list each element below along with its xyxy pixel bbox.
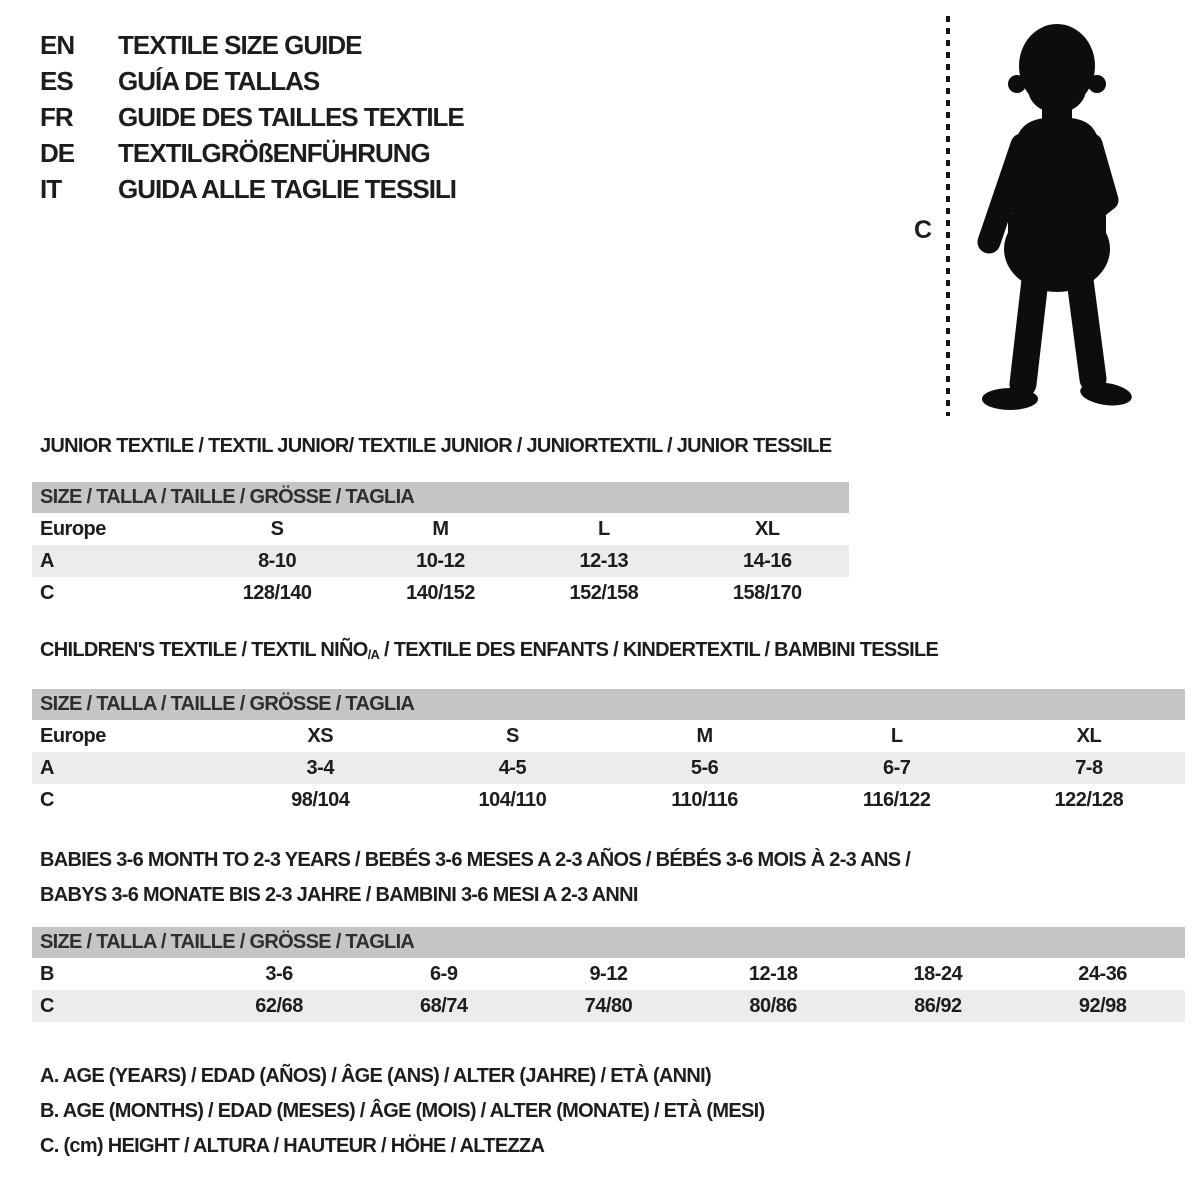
size-header-text: SIZE / TALLA / TAILLE / GRÖSSE / TAGLIA [32, 927, 1185, 958]
babies-section-title-line2: BABYS 3-6 MONATE BIS 2-3 JAHRE / BAMBINI 3-6 MESI A 2-3 ANNI [40, 884, 638, 906]
babies-size-table [32, 927, 1185, 1022]
language-code: FR [40, 101, 73, 132]
cell: 24-36 [1078, 962, 1127, 985]
table-row-height [32, 990, 1185, 1022]
cell: 158/170 [732, 581, 802, 604]
language-label: GUIDE DES TAILLES TEXTILE [118, 101, 464, 132]
cell: 8-10 [195, 545, 358, 577]
size-header-band [32, 689, 1185, 720]
cell: 9-12 [589, 962, 628, 985]
cell: 152/158 [569, 581, 639, 604]
row-label: Europe [40, 724, 106, 747]
cell: 74/80 [526, 990, 691, 1022]
cell: 5-6 [608, 752, 800, 784]
legend-line-b: B. AGE (MONTHS) / EDAD (MESES) / ÂGE (MOIS) / ALTER (MONATE) / ETÀ (MESI) [40, 1100, 765, 1122]
table-row-europe [32, 513, 849, 545]
table-row-age [32, 752, 1185, 784]
row-label: C [40, 788, 54, 811]
row-label: A [32, 545, 195, 577]
legend-line-a: A. AGE (YEARS) / EDAD (AÑOS) / ÂGE (ANS) / ALTER (JAHRE) / ETÀ (ANNI) [40, 1065, 711, 1087]
language-code: IT [40, 173, 62, 204]
language-code: DE [40, 137, 75, 168]
children-section-title [40, 639, 938, 662]
table-row-europe [32, 720, 1185, 752]
cell: 12-18 [748, 962, 798, 985]
children-size-table [32, 689, 1185, 816]
row-label: B [40, 962, 54, 985]
children-title-pre: CHILDREN'S TEXTILE / TEXTIL NIÑO [40, 639, 368, 661]
language-code: EN [40, 29, 75, 60]
junior-size-table [32, 482, 849, 609]
cell: M [432, 517, 449, 540]
height-measure-label: C [914, 216, 932, 244]
language-row-en [40, 27, 464, 63]
language-row-es [40, 63, 464, 99]
cell: 10-12 [359, 545, 522, 577]
cell: 14-16 [686, 545, 849, 577]
cell: 116/122 [862, 788, 931, 811]
size-header-band [32, 482, 849, 513]
babies-section-title-line1: BABIES 3-6 MONTH TO 2-3 YEARS / BEBÉS 3-6 MESES A 2-3 AÑOS / BÉBÉS 3-6 MOIS À 2-3 ANS / [40, 849, 911, 871]
junior-section-title: JUNIOR TEXTILE / TEXTIL JUNIOR/ TEXTILE JUNIOR / JUNIORTEXTIL / JUNIOR TESSILE [40, 435, 832, 457]
size-header-text: SIZE / TALLA / TAILLE / GRÖSSE / TAGLIA [32, 482, 849, 513]
cell: 140/152 [406, 581, 475, 604]
row-label: Europe [40, 517, 106, 540]
cell: 62/68 [197, 990, 362, 1022]
children-title-subscript: /A [367, 647, 380, 662]
cell: 7-8 [993, 752, 1185, 784]
language-row-fr [40, 99, 464, 135]
legend-line-c: C. (cm) HEIGHT / ALTURA / HAUTEUR / HÖHE / ALTEZZA [40, 1135, 545, 1157]
cell: 12-13 [522, 545, 685, 577]
cell: 128/140 [242, 581, 312, 604]
cell: XL [755, 517, 780, 540]
language-label: GUIDA ALLE TAGLIE TESSILI [118, 173, 457, 204]
cell: 6-7 [801, 752, 993, 784]
language-row-de [40, 135, 464, 171]
cell: 3-6 [265, 962, 293, 985]
cell: 68/74 [361, 990, 526, 1022]
cell: 4-5 [416, 752, 608, 784]
height-measure-line [946, 16, 950, 416]
cell: S [505, 724, 519, 747]
row-label: C [32, 990, 197, 1022]
cell: M [696, 724, 713, 747]
cell: S [270, 517, 284, 540]
children-title-post: / TEXTILE DES ENFANTS / KINDERTEXTIL / BAMBINI TESSILE [379, 639, 939, 661]
size-header-band [32, 927, 1185, 958]
cell: 110/116 [671, 788, 738, 811]
table-row-height [32, 577, 849, 609]
table-row-height [32, 784, 1185, 816]
language-label: TEXTILGRÖßENFÜHRUNG [118, 137, 430, 168]
cell: 6-9 [430, 962, 458, 985]
cell: L [890, 724, 903, 747]
table-row-months [32, 958, 1185, 990]
cell: 98/104 [291, 788, 350, 811]
toddler-silhouette-icon [958, 14, 1153, 422]
cell: L [598, 517, 610, 540]
language-label: TEXTILE SIZE GUIDE [118, 29, 362, 60]
cell: 86/92 [856, 990, 1021, 1022]
language-label: GUÍA DE TALLAS [118, 65, 320, 96]
row-label: A [32, 752, 224, 784]
cell: 104/110 [478, 788, 547, 811]
language-code: ES [40, 65, 73, 96]
cell: 92/98 [1020, 990, 1185, 1022]
cell: XS [307, 724, 334, 747]
table-row-age [32, 545, 849, 577]
cell: 3-4 [224, 752, 416, 784]
cell: 18-24 [913, 962, 963, 985]
cell: 80/86 [691, 990, 856, 1022]
cell: 122/128 [1054, 788, 1124, 811]
language-title-list [40, 27, 464, 207]
cell: XL [1076, 724, 1102, 747]
row-label: C [40, 581, 54, 604]
language-row-it [40, 171, 464, 207]
size-header-text: SIZE / TALLA / TAILLE / GRÖSSE / TAGLIA [32, 689, 1185, 720]
